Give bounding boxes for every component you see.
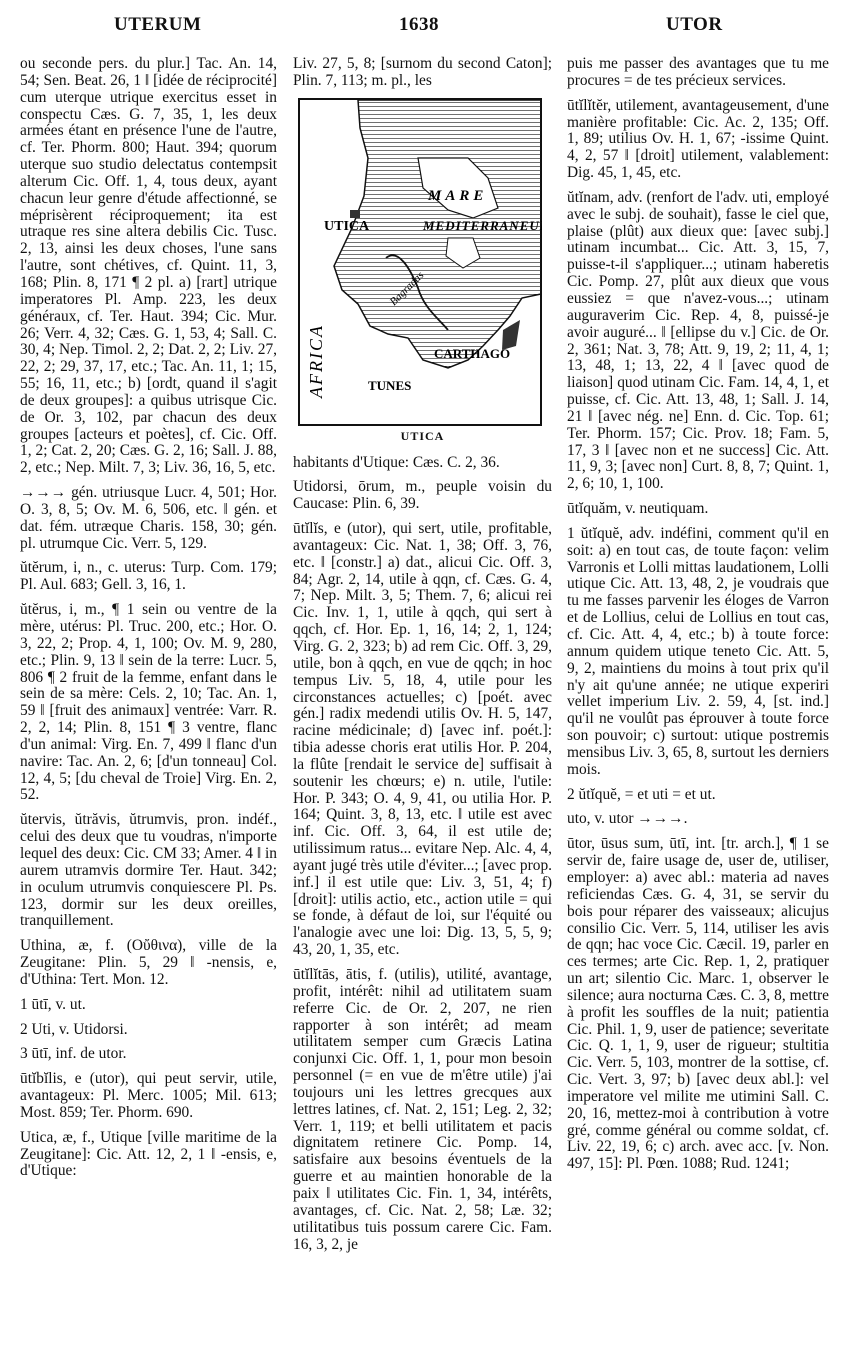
entry-utibilis: ūtĭbĭlis, e (utor), qui peut servir, utile, avantageux: Pl. Merc. 1005; Mil. 613; Most. 859; Ter. Phorm. 690. — [20, 1070, 277, 1121]
entry-utor: ūtor, ūsus sum, ūtī, int. [tr. arch.], ¶ 1 se servir de, faire usage de, user de, utiliser, employer: a) avec abl.: materia ad naves reficiendas Cæs. G. 4, 31, se servir du bois pour réparer des vaisseaux; alicujus consilio Cic. Verr. 5, 114, utiliser les avis de qqn; hac voce Cic. Cæcil. 19, parler en ces termes; arte Cic. Rep. 1, 2, pratiquer un art; silentio Cic. Marc. 1, observer le silence; aura nocturna Cæs. C. 3, 8, mettre à profit les souffles de la nuit; patientia Cic. Phil. 1, 9, user de patience; severitate Cic. Q. 1, 1, 9, user de rigueur; stultitia Cic. Verr. 5, 103, montrer de la sottise, cf. Cic. Vert. 3, 97; b) [avec deux abl.]: vel imperatore vel milite me utimini Sall. C. 20, 16, mettez-moi à contribution à votre gré, comme général ou comme soldat, cf. Liv. 22, 19, 6; c) arch. avec acc. [v. Non. 497, 15]: Pl. Pœn. 1088; Rud. 1241; — [567, 835, 829, 1173]
column-2 — [293, 56, 552, 1348]
map-label-carthago: CARTHAGO — [434, 345, 511, 361]
running-head-left: UTERUM — [114, 14, 202, 35]
entry-uthina: Uthina, æ, f. (Οὔθινα), ville de la Zeugitane: Plin. 5, 29 ‖ -nensis, e, d'Uthina: Tert. Mon. 12. — [20, 937, 277, 988]
map-label-utica: UTICA — [324, 218, 370, 234]
entry-utilitas: ūtĭlĭtās, ātis, f. (utilis), utilité, avantage, profit, intérêt: nihil ad utilitatem suam referre Cic. de Or. 2, 207, ne rien rapporter à son intérêt; ad meam utilitatem semper cum Græcis Latina conjunxi Cic. Off. 1, 1, pour mon besoin personnel (= en vue de m'être utile) j'ai toujours uni les lettres grecques aux lettres latines, cf. Nat. 2, 151; Leg. 2, 32; Verr. 1, 119; et belli utilitatem et pacis dignitatem retinere Cic. Pomp. 14, satisfaire aux besoins éventuels de la guerre et au maintien honorable de la paix ‖ utilitates Cic. Fin. 1, 34, intérêts, avantages, cf. Cic. Nat. 2, 58; Læ. 32; utilitatibus tuis possum carere Cic. Fam. 16, 3, 2, je — [293, 966, 552, 1253]
entry-utervis: ŭtervis, ŭtrăvis, ŭtrumvis, pron. indéf., celui des deux que tu voudras, n'importe lequel des deux: Cic. CM 33; Amer. 4 ‖ in aurem utramvis dormire Ter. Haut. 342; in oculum utrumvis conquiescere Pl. Ps. 123, dormir sur les deux oreilles, tranquillement. — [20, 811, 277, 930]
running-head-right: UTOR — [666, 14, 723, 35]
map-caption: UTICA — [400, 428, 445, 443]
entry-text: Liv. 27, 5, 8; [surnom du second Caton]; Plin. 7, 113; m. pl., les — [293, 56, 552, 89]
entry-utinam: ŭtĭnam, adv. (renfort de l'adv. uti, employé avec le subj. de souhait), fasse le ciel que, plaise (plût) aux dieux que: [avec subj.] utinam incumbat... Cic. Att. 3, 15, 7, puisse-t-il s'appliquer...; utinam haberetis Cic. Pomp. 27, plût aux dieux que vous eussiez = que n'avez-vous...; utinam auguraverim Cic. Rep. 4, 8, puissé-je avoir auguré... ‖ [ellipse du v.] Cic. de Or. 2, 361; Nat. 3, 78; Att. 9, 19, 2; 11, 4, 1; 13, 48, 1; 13, 22, 4 ‖ [avec quod de liaison] quod utinam Cic. Fam. 14, 4, 1, et puisse, cf. Cic. Att. 13, 48, 1; Sall. J. 14, 21 ‖ [avec nég. ne] Enn. d. Cic. Top. 61; Ter. Phorm. 157; Cic. Prov. 18; Fam. 5, 17, 3 ‖ [avec non et ne success] Cic. Att. 11, 9, 3; [avec non] Curt. 8, 8, 7; Quint. 1, 2, 6; 10, 1, 100. — [567, 188, 829, 493]
map-label-tunes: TUNES — [368, 377, 412, 393]
entry-utiliter: ūtĭlĭtĕr, utilement, avantageusement, d'une manière profitable: Cic. Ac. 2, 135; Off. 1, 89; utilius Ov. H. 1, 67; -issime Quint. 4, 2, 57 ‖ [droit] utilement, valablement: Dig. 45, 1, 45, etc. — [567, 96, 829, 182]
entry-utique-2: 2 ŭtĭquĕ, = et uti = et ut. — [567, 785, 716, 803]
entry-uti-3: 3 ūtī, inf. de utor. — [20, 1045, 127, 1063]
entry-uti-1: 1 ūtī, v. ut. — [20, 995, 86, 1013]
entry-text: →→→ gén. utriusque Lucr. 4, 501; Hor. O. 3, 8, 5; Ov. M. 6, 506, etc. ‖ gén. et dat. fém. utræque Charis. 158, 30; gén. pl. utrumque Cic. Verr. 5, 129. — [20, 484, 277, 552]
entry-uti-2: 2 Uti, v. Utidorsi. — [20, 1020, 128, 1038]
entry-uto: uto, v. utor →→→. — [567, 810, 688, 828]
entry-uterum: ŭtĕrum, i, n., c. uterus: Turp. Com. 179; Pl. Aul. 683; Gell. 3, 16, 1. — [20, 559, 277, 594]
map-label-sea1: MARE — [428, 187, 488, 204]
entry-utica: Utica, æ, f., Utique [ville maritime de la Zeugitane]: Cic. Att. 12, 2, 1 ‖ -ensis, e, d'Utique: — [20, 1128, 277, 1180]
entry-utidorsi: Utidorsi, ōrum, m., peuple voisin du Caucase: Plin. 6, 39. — [293, 478, 552, 513]
column-1 — [20, 56, 277, 1348]
page-number: 1638 — [399, 14, 439, 35]
utica-map — [298, 98, 542, 426]
entry-utilis: ūtĭlĭs, e (utor), qui sert, utile, profitable, avantageux: Cic. Nat. 1, 38; Off. 3, 76, etc. ‖ [constr.] a) dat., alicui Cic. Off. 3, 84; Agr. 2, 14, utile à qqn, cf. Cæs. G. 4, 7; Nep. Milt. 3, 5; Them. 7, 6; alicui rei Cic. Inv. 1, 1, utile à qqch, qui sert à qqch, cf. Hor. Ep. 1, 16, 14; 2, 1, 124; Virg. G. 2, 323; b) ad rem Cic. Off. 3, 29, utile, bon à qqch, en vue de qqch; in hoc tempus Liv. 5, 18, 4, utile pour les circonstances actuelles; c) [poét. avec gén.] radix medendi utilis Ov. H. 5, 147, racine médicinale; d) [avec inf. poét.]: tibia adesse choris erat utilis Hor. P. 204, la flûte [rendait le service de] suffisait à soutenir les chœurs; e) n. utile, l'utile: Hor. P. 343; O. 4, 9, 41, ou utilia Hor. P. 164; Quint. 3, 8, 13, etc. ‖ utile est avec inf. Cic. Off. 3, 64, il est utile de; utilissimum ratus... evitare Nep. Alc. 4, 4, ayant jugé très utile d'éviter...; [avec prop. inf.] il est utile que: Liv. 3, 51, 4; f) [droit]: utilis actio, etc., action utile = qui se fonde, à défaut de loi, sur l'équité ou l'analogie avec une loi: Dig. 13, 5, 5, 9; 43, 20, 1, 35, etc. — [293, 520, 552, 959]
entry-utiquam: ūtĭquăm, v. neutiquam. — [567, 500, 709, 518]
map-label-africa: AFRICA — [306, 323, 326, 398]
entry-text: habitants d'Utique: Cæs. C. 2, 36. — [293, 453, 500, 471]
map-label-sea2: MEDITERRANEUM — [423, 217, 542, 233]
entry-uterus: ŭtĕrus, i, m., ¶ 1 sein ou ventre de la mère, utérus: Pl. Truc. 200, etc.; Hor. O. 3, 22, 2; Prop. 4, 1, 100; Ov. M. 9, 280, etc.; Plin. 9, 13 ‖ sein de la terre: Lucr. 5, 806 ¶ 2 fruit de la femme, enfant dans le sein de sa mère: Cels. 2, 10; Tac. An. 1, 59 ‖ [fruit des animaux] ventrée: Varr. R. 2, 2, 14; Plin. 8, 151 ¶ 3 ventre, flanc d'un animal: Virg. En. 7, 499 ‖ flanc d'un navire: Tac. An. 2, 6; [d'un tonneau] Col. 12, 4, 5; [du cheval de Troie] Virg. En. 2, 52. — [20, 601, 277, 804]
entry-text: puis me passer des avantages que tu me procures = de tes précieux services. — [567, 56, 829, 89]
entry-utique-1: 1 ŭtĭquĕ, adv. indéfini, comment qu'il en soit: a) en tout cas, de toute façon: velim Varronis et Lolli mittas laudationem, Lolli utique Cic. Att. 13, 48, 2, je voudrais que tu me fasses parvenir les éloges de Varron et de Lollius, celui de Lollius en tout cas, cf. Cic. Att. 4, 4, etc.; b) à toute force: annum quidem utique teneto Cic. Att. 5, 9, 2, maintiens du moins à tout prix qu'il n'y ait qu'une année; ne utique experiri vellet imperium Liv. 2. 59, 4, [st. ind.] qu'il ne voulût pas éprouver à toute force son pouvoir; c) surtout: utique postremis mensibus Liv. 3, 65, 8, surtout les derniers mois. — [567, 524, 829, 778]
map-label-river: Bagradas — [387, 269, 427, 308]
entry-text: ou seconde pers. du plur.] Tac. An. 14, 54; Sen. Beat. 26, 1 ‖ [idée de réciprocité] cum uterque utrique exercitus esset in conspectu Cæs. G. 7, 35, 1, les deux armées étant en présence l'une de l'autre, cf. Ter. Phorm. 800; Haut. 394; quorum uterque suo studio delectatus contempsit alterum Cic. Off. 1, 4, tous deux, ayant chacun leur genre d'étude affectionné, se méprisèrent réciproquement; ita est utraque res sine altera debilis Cic. Tusc. 2, 13, ainsi les deux choses, l'une sans l'autre, sont chétives, cf. Quint. 11, 3, 168; Plin. 8, 171 ¶ 2 pl. a) [rart] utrique imperatores Pl. Amp. 223, les deux généraux, cf. Ter. Haut. 394; Cic. Mur. 26; Verr. 4, 32; Cæs. G. 1, 53, 4; Sall. C. 30, 4; Nep. Timol. 2, 2; Dat. 2, 2; Liv. 27, 22, 2; 29, 37, 17, etc.; Tac. An. 11, 1; 15, 55; 16, 11, etc.; b) [ordt, quand il s'agit de deux groupes]: a quibus utrisque Cic. de Or. 3, 102, par chacun des deux groupes [acteurs et poètes], cf. Cic. Off. 1, 2; Cat. 2, 20; Cæs. G. 2, 16; Sall. J. 88, 2, etc.; Nep. Milt. 7, 3; Liv. 36, 16, 5, etc. — [20, 56, 277, 477]
column-3 — [567, 56, 829, 1348]
